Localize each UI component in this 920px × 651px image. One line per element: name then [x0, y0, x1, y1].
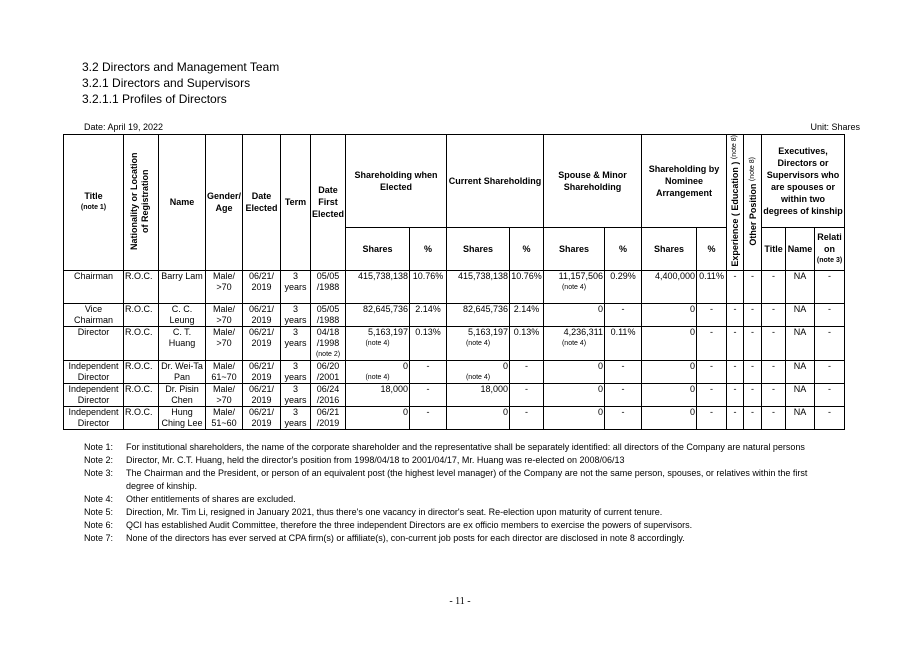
cell-gender-age: Male/ >70 — [206, 303, 243, 326]
note-text: None of the directors has ever served at CPA firm(s) or affiliate(s), con-current job posts for each director are disclosed in note 8 accordingly. — [126, 533, 685, 543]
cell-pct-nominee: - — [697, 326, 727, 360]
subsubsection-heading: 3.2.1.1 Profiles of Directors — [82, 92, 227, 106]
cell-date-elected: 06/21/ 2019 — [243, 406, 281, 429]
note-item — [84, 532, 826, 545]
col-shareholding-elected: Shareholding when Elected — [346, 135, 447, 228]
cell-shares-nominee: 0 — [642, 383, 697, 406]
section-heading: 3.2 Directors and Management Team — [82, 60, 280, 74]
note-label: Note 1: — [84, 442, 114, 452]
report-date: Date: April 19, 2022 — [84, 122, 164, 132]
cell-nationality: R.O.C. — [124, 406, 159, 429]
cell-nationality: R.O.C. — [124, 303, 159, 326]
note-label: Note 6: — [84, 520, 114, 530]
table-row — [64, 383, 845, 406]
sub-pct-current: % — [510, 228, 544, 270]
cell-date-first-elected: 04/18 /1998 (note 2) — [311, 326, 346, 360]
col-executives-kinship: Executives, Directors or Supervisors who are spouses or within two degrees of kinship — [762, 135, 845, 228]
cell-shares-elected: 0 (note 4) — [346, 360, 410, 383]
cell-date-first-elected: 06/21 /2019 — [311, 406, 346, 429]
cell-name: Barry Lam — [159, 270, 206, 303]
cell-shares-nominee: 4,400,000 — [642, 270, 697, 303]
note-label: Note 3: — [84, 468, 114, 478]
sub-shares-current: Shares — [447, 228, 510, 270]
cell-kin-relation: - — [815, 383, 845, 406]
cell-experience: - — [727, 270, 744, 303]
cell-pct-elected: - — [410, 360, 447, 383]
note-item — [84, 506, 826, 519]
cell-kin-relation: - — [815, 360, 845, 383]
col-gender-age: Gender/ Age — [206, 135, 243, 271]
cell-date-elected: 06/21/ 2019 — [243, 383, 281, 406]
cell-experience: - — [727, 303, 744, 326]
cell-term: 3 years — [281, 360, 311, 383]
cell-kin-relation: - — [815, 326, 845, 360]
cell-nationality: R.O.C. — [124, 383, 159, 406]
sub-shares-elected: Shares — [346, 228, 410, 270]
cell-kin-title: - — [762, 270, 786, 303]
cell-name: Dr. Pisin Chen — [159, 383, 206, 406]
cell-date-first-elected: 06/20 /2001 — [311, 360, 346, 383]
cell-title: Chairman — [64, 270, 124, 303]
note-item — [84, 467, 826, 493]
cell-gender-age: Male/ >70 — [206, 270, 243, 303]
cell-shares-elected: 415,738,138 — [346, 270, 410, 303]
sub-shares-spouse: Shares — [544, 228, 605, 270]
cell-date-first-elected: 05/05 /1988 — [311, 270, 346, 303]
cell-nationality: R.O.C. — [124, 270, 159, 303]
sub-pct-spouse: % — [605, 228, 642, 270]
col-date-first-elected: Date First Elected — [311, 135, 346, 271]
cell-pct-nominee: - — [697, 383, 727, 406]
cell-shares-current: 415,738,138 — [447, 270, 510, 303]
cell-date-elected: 06/21/ 2019 — [243, 270, 281, 303]
cell-other-position: - — [744, 326, 762, 360]
cell-pct-spouse: 0.11% — [605, 326, 642, 360]
note-text: QCI has established Audit Committee, therefore the three independent Directors are ex officio members to exercise the powers of supervisors. — [126, 520, 693, 530]
cell-kin-name: NA — [786, 270, 815, 303]
sub-kin-title: Title — [762, 228, 786, 270]
cell-kin-name: NA — [786, 303, 815, 326]
cell-shares-spouse: 0 — [544, 383, 605, 406]
cell-shares-elected: 82,645,736 — [346, 303, 410, 326]
cell-kin-name: NA — [786, 360, 815, 383]
cell-kin-title: - — [762, 303, 786, 326]
sub-kin-name: Name — [786, 228, 815, 270]
cell-date-first-elected: 05/05 /1988 — [311, 303, 346, 326]
cell-pct-current: 2.14% — [510, 303, 544, 326]
table-row — [64, 326, 845, 360]
cell-experience: - — [727, 383, 744, 406]
cell-kin-name: NA — [786, 383, 815, 406]
cell-pct-current: 0.13% — [510, 326, 544, 360]
cell-pct-elected: 10.76% — [410, 270, 447, 303]
cell-other-position: - — [744, 360, 762, 383]
cell-shares-spouse: 0 — [544, 406, 605, 429]
sub-pct-nominee: % — [697, 228, 727, 270]
cell-kin-name: NA — [786, 326, 815, 360]
cell-other-position: - — [744, 406, 762, 429]
cell-shares-current: 0 (note 4) — [447, 360, 510, 383]
note-label: Note 2: — [84, 455, 114, 465]
cell-name: C. C. Leung — [159, 303, 206, 326]
note-label: Note 7: — [84, 533, 114, 543]
cell-experience: - — [727, 360, 744, 383]
col-term: Term — [281, 135, 311, 271]
cell-pct-nominee: 0.11% — [697, 270, 727, 303]
cell-nationality: R.O.C. — [124, 326, 159, 360]
notes-section — [84, 441, 826, 545]
col-other-position: Other Position (note 8) — [744, 135, 762, 271]
sub-shares-nominee: Shares — [642, 228, 697, 270]
cell-pct-nominee: - — [697, 303, 727, 326]
subsection-heading: 3.2.1 Directors and Supervisors — [82, 76, 251, 90]
cell-shares-nominee: 0 — [642, 303, 697, 326]
cell-name: C. T. Huang — [159, 326, 206, 360]
cell-pct-current: 10.76% — [510, 270, 544, 303]
col-experience: Experience ( Education ) (note 8) — [727, 135, 744, 271]
cell-title: Vice Chairman — [64, 303, 124, 326]
cell-kin-title: - — [762, 383, 786, 406]
table-row — [64, 360, 845, 383]
cell-pct-current: - — [510, 360, 544, 383]
col-name: Name — [159, 135, 206, 271]
cell-pct-spouse: - — [605, 303, 642, 326]
note-item — [84, 493, 826, 506]
cell-shares-elected: 18,000 — [346, 383, 410, 406]
sub-kin-relation: Relati on (note 3) — [815, 228, 845, 270]
cell-kin-relation: - — [815, 303, 845, 326]
cell-pct-nominee: - — [697, 406, 727, 429]
cell-nationality: R.O.C. — [124, 360, 159, 383]
unit-label: Unit: Shares — [810, 122, 860, 132]
cell-shares-elected: 0 — [346, 406, 410, 429]
cell-pct-current: - — [510, 406, 544, 429]
cell-name: Hung Ching Lee — [159, 406, 206, 429]
cell-date-elected: 06/21/ 2019 — [243, 303, 281, 326]
cell-experience: - — [727, 406, 744, 429]
cell-shares-spouse: 0 — [544, 360, 605, 383]
cell-pct-elected: 0.13% — [410, 326, 447, 360]
note-text: Other entitlements of shares are excluded. — [126, 494, 296, 504]
col-current-shareholding: Current Shareholding — [447, 135, 544, 228]
cell-pct-spouse: - — [605, 360, 642, 383]
cell-shares-spouse: 4,236,311 (note 4) — [544, 326, 605, 360]
note-text: The Chairman and the President, or person of an equivalent post (the highest level manager) of the Company are not the same person, spouses, or relatives within the first degree of kinship. — [126, 468, 808, 491]
cell-date-elected: 06/21/ 2019 — [243, 360, 281, 383]
directors-table — [63, 134, 845, 430]
cell-pct-spouse: 0.29% — [605, 270, 642, 303]
cell-pct-spouse: - — [605, 383, 642, 406]
table-row — [64, 270, 845, 303]
cell-shares-spouse: 0 — [544, 303, 605, 326]
cell-date-first-elected: 06/24 /2016 — [311, 383, 346, 406]
col-nominee-shareholding: Shareholding by Nominee Arrangement — [642, 135, 727, 228]
cell-term: 3 years — [281, 326, 311, 360]
cell-shares-current: 0 — [447, 406, 510, 429]
cell-shares-nominee: 0 — [642, 406, 697, 429]
cell-shares-nominee: 0 — [642, 360, 697, 383]
cell-title: Independent Director — [64, 383, 124, 406]
col-title: Title (note 1) — [64, 135, 124, 271]
note-item — [84, 454, 826, 467]
cell-other-position: - — [744, 270, 762, 303]
note-item — [84, 441, 826, 454]
cell-term: 3 years — [281, 406, 311, 429]
cell-shares-elected: 5,163,197 (note 4) — [346, 326, 410, 360]
cell-term: 3 years — [281, 303, 311, 326]
cell-title: Independent Director — [64, 406, 124, 429]
col-nationality: Nationality or Location of Registration — [124, 135, 159, 271]
cell-gender-age: Male/ >70 — [206, 383, 243, 406]
cell-shares-current: 5,163,197 (note 4) — [447, 326, 510, 360]
cell-kin-title: - — [762, 360, 786, 383]
cell-pct-elected: 2.14% — [410, 303, 447, 326]
note-item — [84, 519, 826, 532]
note-label: Note 5: — [84, 507, 114, 517]
col-date-elected: Date Elected — [243, 135, 281, 271]
cell-gender-age: Male/ 51~60 — [206, 406, 243, 429]
cell-title: Independent Director — [64, 360, 124, 383]
cell-kin-relation: - — [815, 406, 845, 429]
cell-kin-title: - — [762, 326, 786, 360]
cell-kin-name: NA — [786, 406, 815, 429]
cell-pct-elected: - — [410, 383, 447, 406]
cell-gender-age: Male/ >70 — [206, 326, 243, 360]
cell-shares-current: 82,645,736 — [447, 303, 510, 326]
note-text: Director, Mr. C.T. Huang, held the director's position from 1998/04/18 to 2001/04/17, Mr. Huang was re-elected on 2008/06/13 — [126, 455, 625, 465]
cell-title: Director — [64, 326, 124, 360]
note-text: Direction, Mr. Tim Li, resigned in January 2021, thus there's one vacancy in director's seat. Re-election upon maturity of current tenure. — [126, 507, 663, 517]
table-row — [64, 406, 845, 429]
cell-term: 3 years — [281, 270, 311, 303]
table-row — [64, 303, 845, 326]
note-text: For institutional shareholders, the name of the corporate shareholder and the representative shall be separately identified: all directors of the Company are natural persons — [126, 442, 805, 452]
cell-pct-nominee: - — [697, 360, 727, 383]
cell-term: 3 years — [281, 383, 311, 406]
note-label: Note 4: — [84, 494, 114, 504]
cell-name: Dr. Wei-Ta Pan — [159, 360, 206, 383]
col-spouse-minor-shareholding: Spouse & Minor Shareholding — [544, 135, 642, 228]
sub-pct-elected: % — [410, 228, 447, 270]
cell-kin-relation: - — [815, 270, 845, 303]
cell-pct-spouse: - — [605, 406, 642, 429]
cell-pct-elected: - — [410, 406, 447, 429]
directors-table-body — [64, 270, 845, 429]
cell-date-elected: 06/21/ 2019 — [243, 326, 281, 360]
cell-kin-title: - — [762, 406, 786, 429]
cell-experience: - — [727, 326, 744, 360]
cell-pct-current: - — [510, 383, 544, 406]
cell-other-position: - — [744, 303, 762, 326]
cell-shares-nominee: 0 — [642, 326, 697, 360]
cell-gender-age: Male/ 61~70 — [206, 360, 243, 383]
page-number: - 11 - — [449, 596, 471, 607]
cell-shares-spouse: 11,157,506 (note 4) — [544, 270, 605, 303]
cell-other-position: - — [744, 383, 762, 406]
cell-shares-current: 18,000 — [447, 383, 510, 406]
